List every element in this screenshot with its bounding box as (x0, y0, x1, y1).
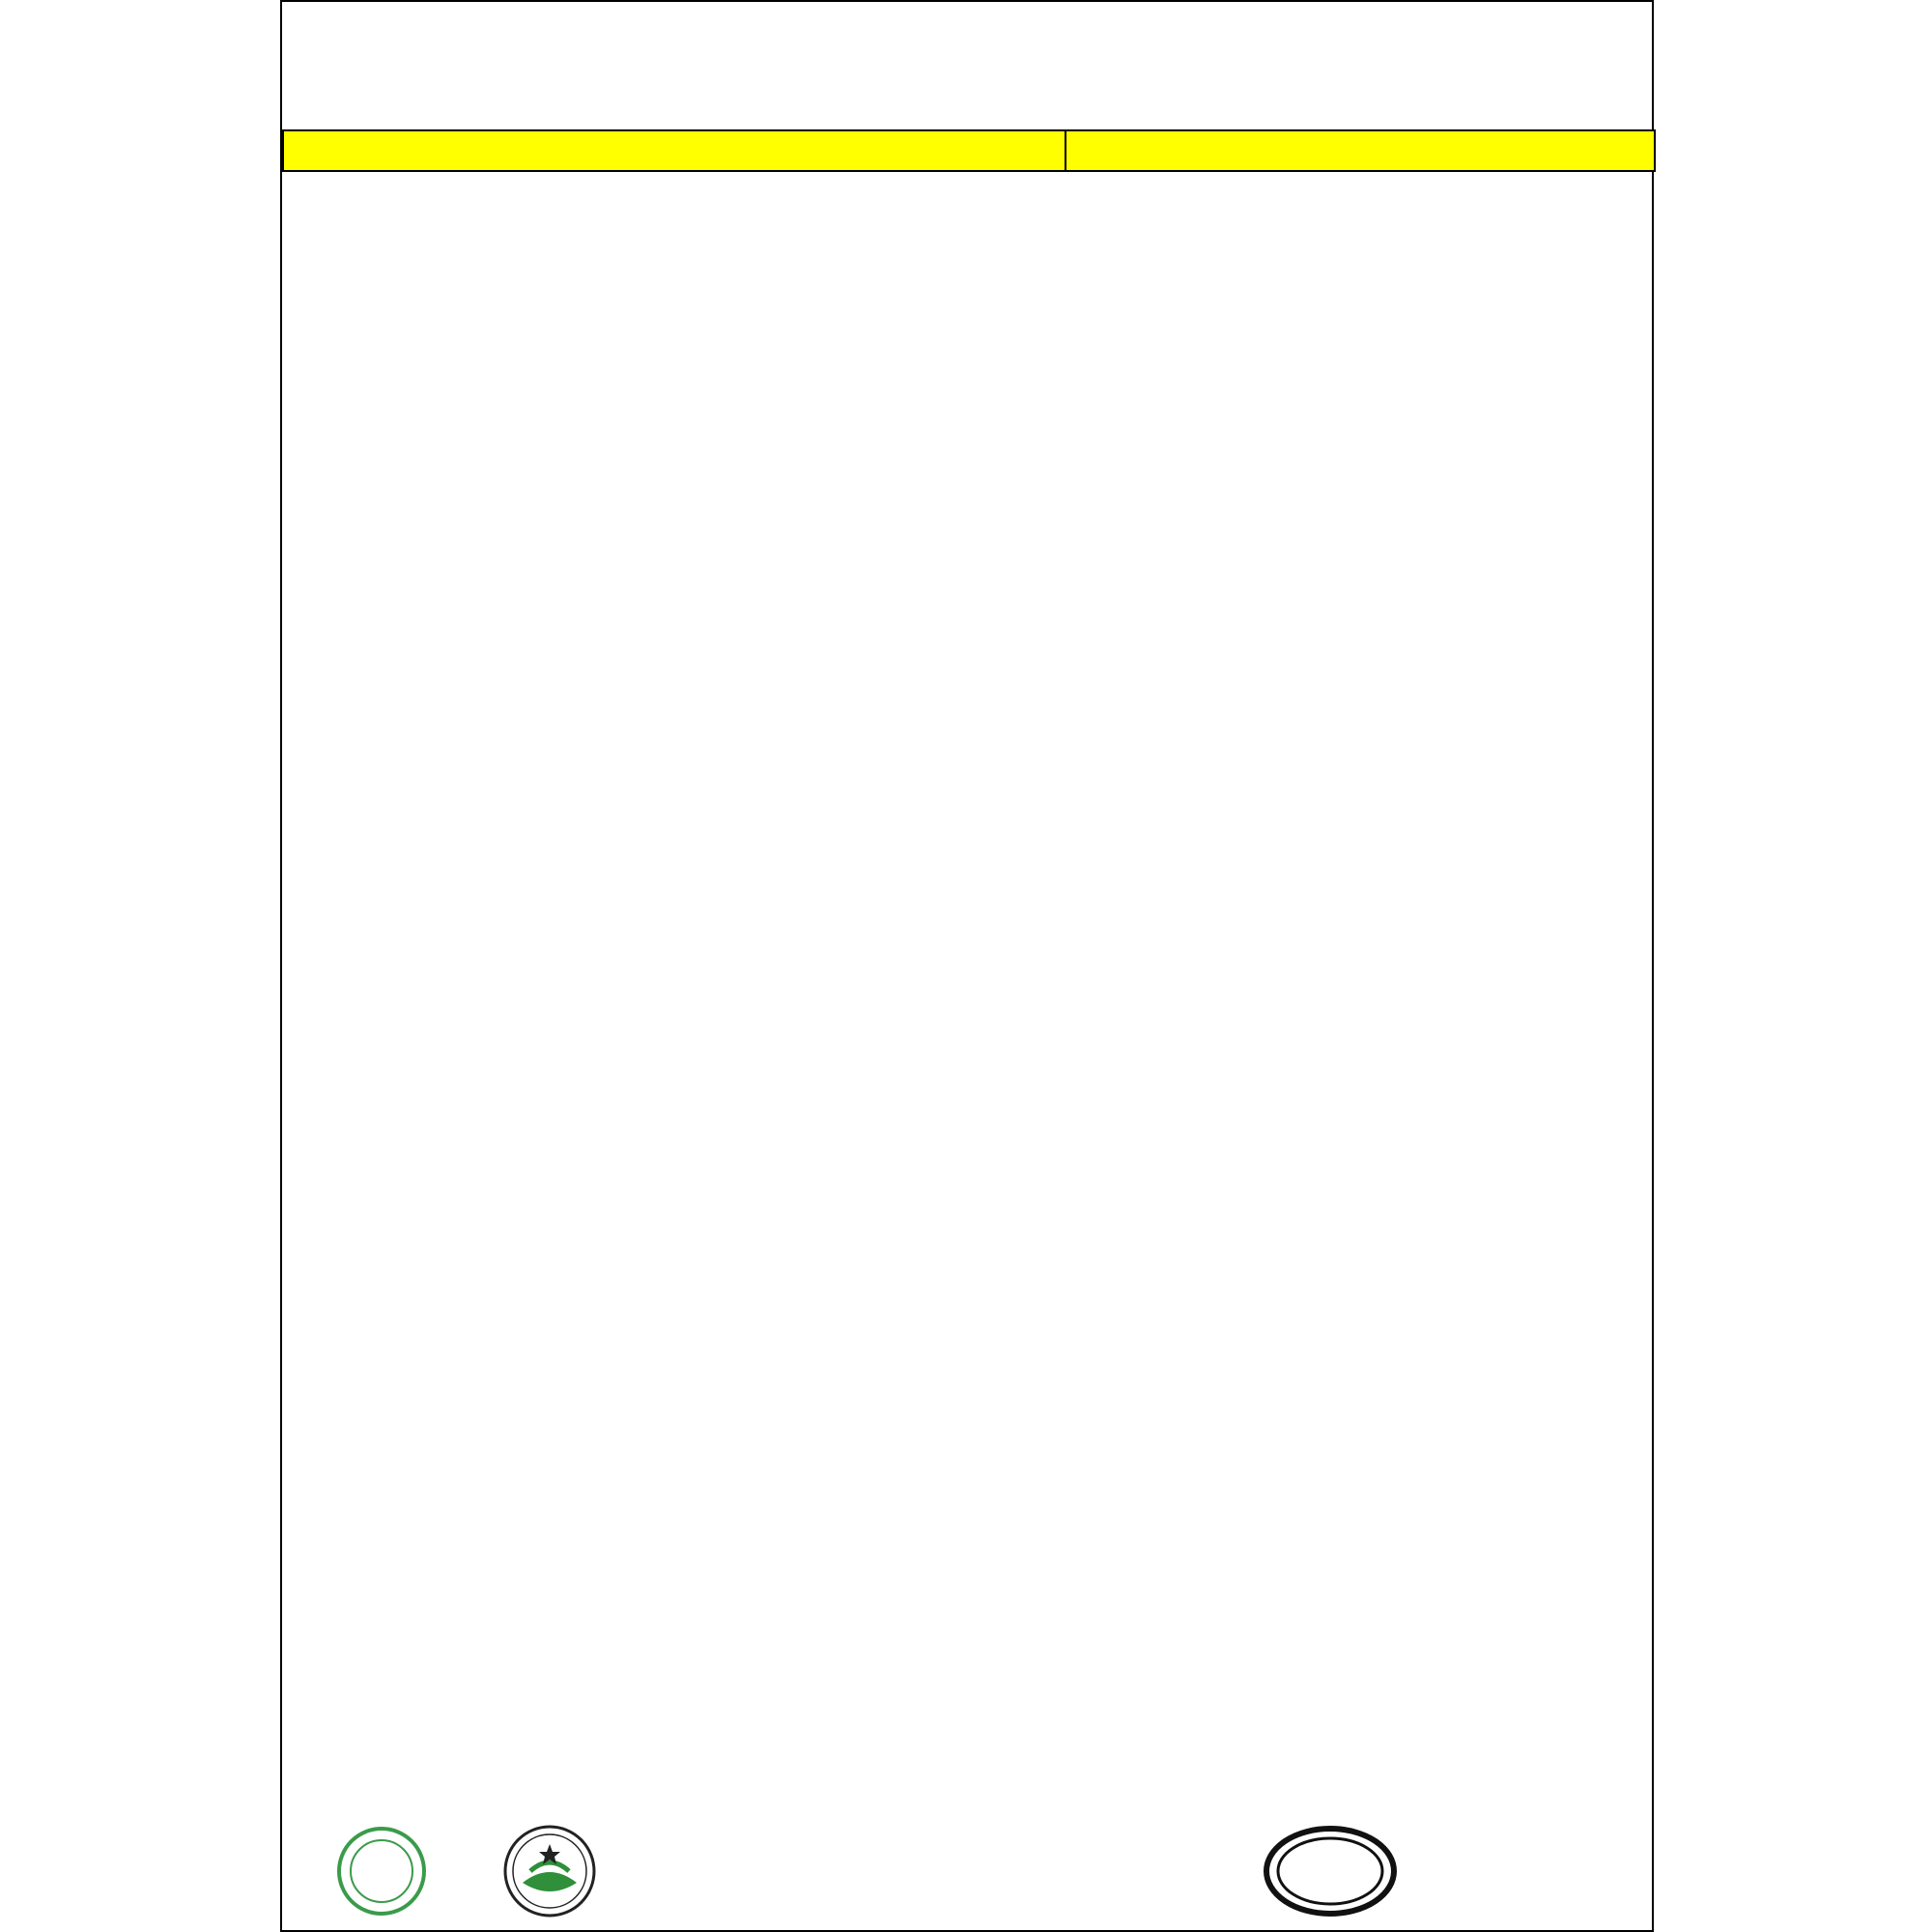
ccc-icon (1263, 1825, 1398, 1918)
module-header (283, 130, 1065, 171)
iso-icon (335, 1825, 428, 1918)
module-spec-table (282, 129, 1656, 172)
china-quality-logo (497, 1818, 603, 1924)
module-photo-header (1065, 130, 1655, 171)
rohs-logo (852, 1818, 1016, 1924)
quality-mark-icon (501, 1823, 598, 1919)
fc-logo (1074, 1818, 1209, 1924)
ce-logo (659, 1818, 794, 1924)
iso-logo (328, 1818, 435, 1924)
cb-logo (1470, 1818, 1605, 1924)
ccc-logo (1258, 1818, 1403, 1924)
spec-sheet (280, 0, 1654, 1932)
certification-logos (282, 1818, 1654, 1924)
